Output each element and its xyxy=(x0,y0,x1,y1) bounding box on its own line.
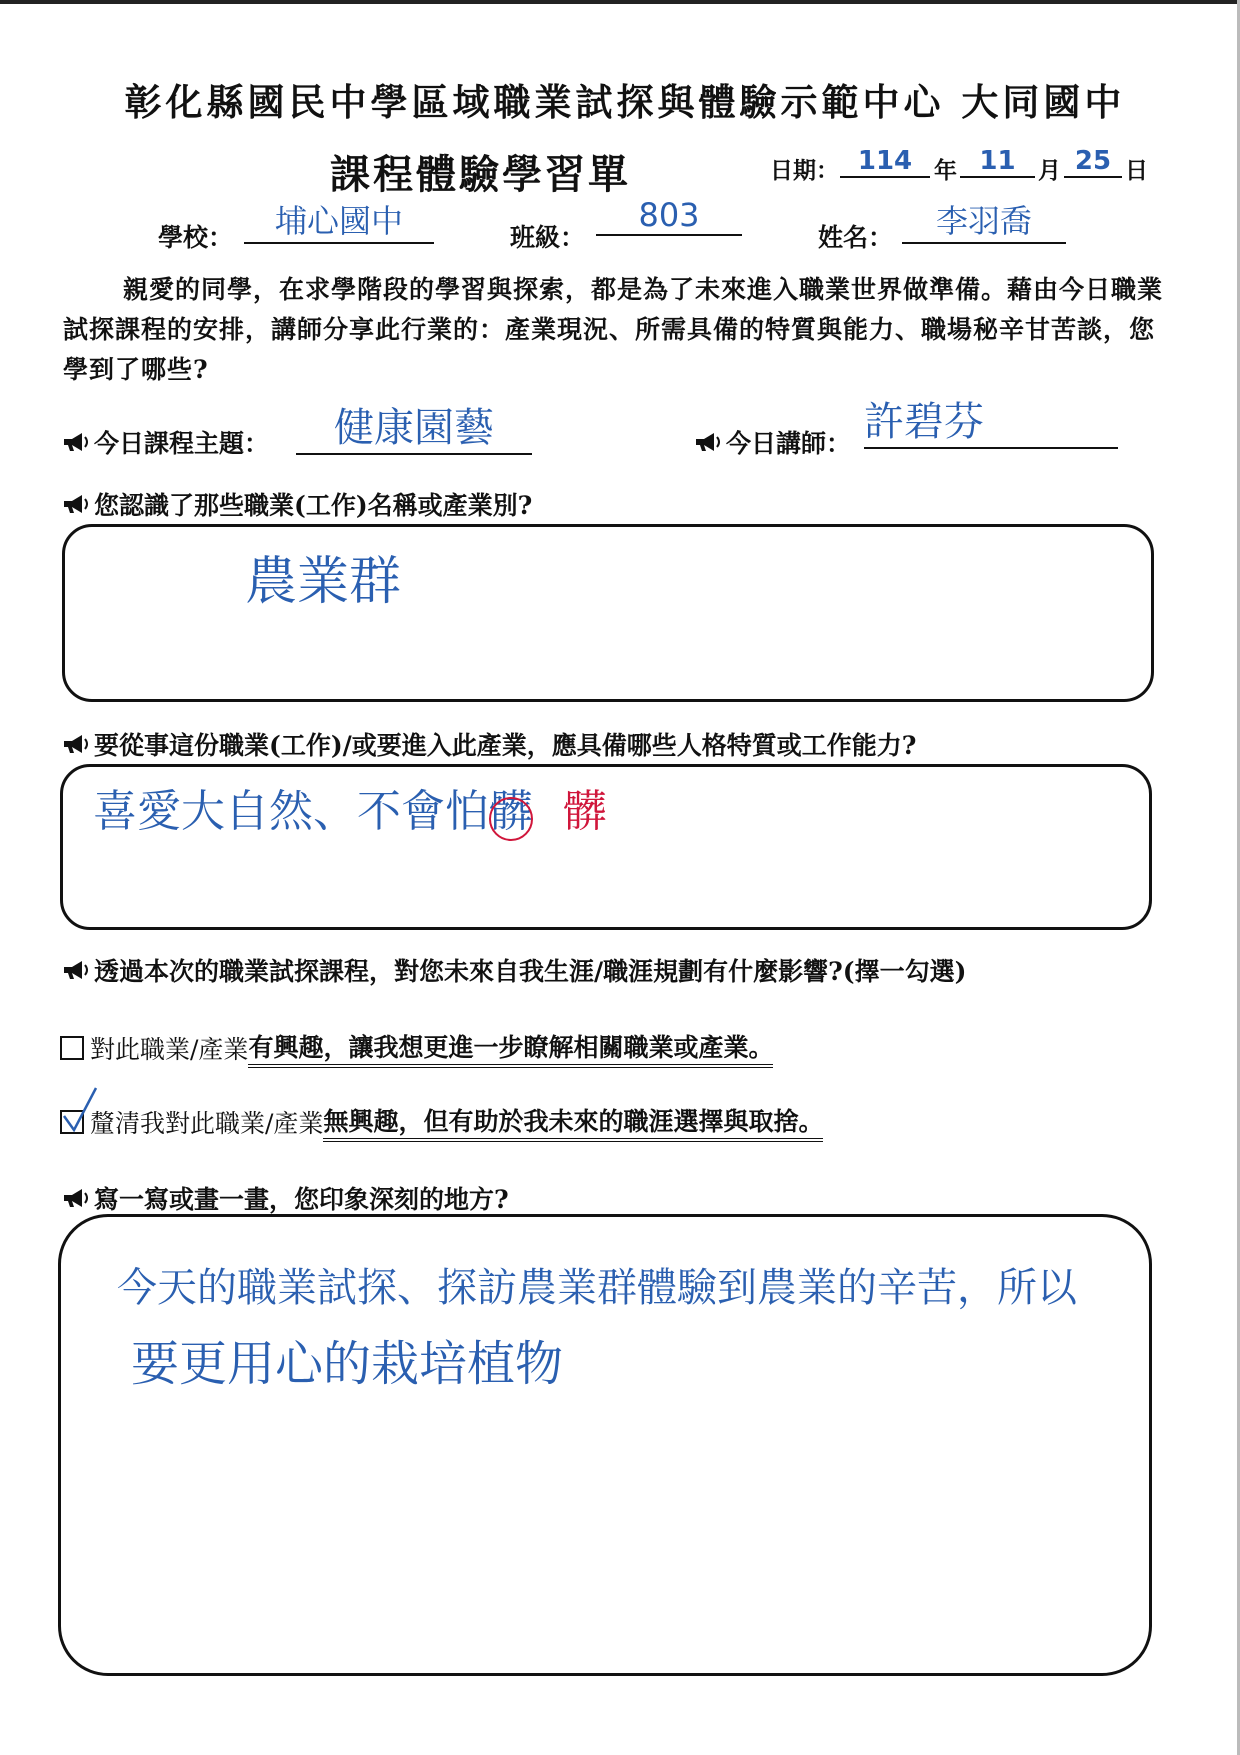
answer-box-2[interactable] xyxy=(60,764,1152,930)
answer-4-line-2: 要更用心的栽培植物 xyxy=(131,1336,564,1392)
answer-2: 喜愛大自然、不會怕髒 xyxy=(93,786,533,837)
question-1 xyxy=(62,486,532,522)
month-unit: 月 xyxy=(1038,157,1061,184)
option-interested-checkbox[interactable] xyxy=(60,1036,84,1060)
date-month: 11 xyxy=(960,146,1035,178)
answer-2-correction: 髒 xyxy=(563,786,607,837)
school-value: 埔心國中 xyxy=(244,196,434,244)
correction-circle xyxy=(489,797,533,841)
year-unit: 年 xyxy=(934,157,957,184)
question-3 xyxy=(62,952,966,988)
question-1-text: 您認識了那些職業(工作)名稱或產業別? xyxy=(94,491,533,520)
date-year: 114 xyxy=(840,146,930,178)
option-not-interested[interactable] xyxy=(60,1102,823,1142)
question-4-text: 寫一寫或畫一畫，您印象深刻的地方? xyxy=(94,1185,509,1214)
instructor-row xyxy=(694,424,851,460)
instructor-label: 今日講師： xyxy=(726,429,852,458)
day-unit: 日 xyxy=(1125,157,1148,184)
question-4 xyxy=(62,1180,509,1216)
question-3-text: 透過本次的職業試探課程，對您未來自我生涯/職涯規劃有什麼影響?(擇一勾選) xyxy=(94,957,967,986)
topic-row xyxy=(62,424,269,460)
option-not-interested-emphasis: 無興趣，但有助於我未來的職涯選擇與取捨 xyxy=(323,1102,798,1142)
intro-paragraph: 親愛的同學，在求學階段的學習與探索，都是為了未來進入職業世界做準備。藉由今日職業試探課程的安排，講師分享此行業的：產業現況、所需具備的特質與能力、職場秘辛甘苦談，您學到了哪些? xyxy=(63,275,1164,384)
class-value: 803 xyxy=(596,196,742,236)
option-interested-prefix: 對此職業/產業 xyxy=(90,1035,249,1064)
option-not-interested-checkbox[interactable] xyxy=(60,1110,84,1134)
megaphone-icon xyxy=(694,431,724,453)
option-not-interested-prefix: 釐清我對此職業/產業 xyxy=(90,1109,324,1138)
name-label: 姓名： xyxy=(818,223,894,252)
question-2-text: 要從事這份職業(工作)/或要進入此產業，應具備哪些人格特質或工作能力? xyxy=(94,731,917,760)
megaphone-icon xyxy=(62,1187,92,1209)
topic-label: 今日課程主題： xyxy=(94,429,270,458)
date-day: 25 xyxy=(1064,146,1122,178)
option-interested[interactable] xyxy=(60,1028,773,1068)
name-value: 李羽喬 xyxy=(902,196,1066,244)
megaphone-icon xyxy=(62,959,92,981)
date-label: 日期： xyxy=(770,157,839,184)
instructor-value: 許碧芬 xyxy=(864,390,1118,449)
topic-value: 健康園藝 xyxy=(296,396,532,455)
megaphone-icon xyxy=(62,493,92,515)
option-not-interested-suffix: 。 xyxy=(798,1102,823,1142)
answer-1: 農業群 xyxy=(245,552,402,612)
class-label: 班級： xyxy=(510,223,586,252)
check-mark-icon xyxy=(60,1086,100,1134)
megaphone-icon xyxy=(62,733,92,755)
question-2 xyxy=(62,726,916,762)
megaphone-icon xyxy=(62,431,92,453)
school-label: 學校： xyxy=(158,223,234,252)
answer-box-4[interactable] xyxy=(58,1214,1152,1676)
option-interested-suffix: 。 xyxy=(748,1028,773,1068)
option-interested-emphasis: 有興趣，讓我想更進一步瞭解相關職業或產業 xyxy=(248,1028,748,1068)
page-title: 彰化縣國民中學區域職業試探與體驗示範中心 大同國中 xyxy=(124,80,1126,124)
answer-4-line-1: 今天的職業試探、探訪農業群體驗到農業的辛苦，所以 xyxy=(117,1265,1077,1311)
worksheet-title: 課程體驗學習單 xyxy=(330,151,631,198)
scan-top-edge xyxy=(0,0,1240,4)
answer-box-1[interactable] xyxy=(62,524,1154,702)
